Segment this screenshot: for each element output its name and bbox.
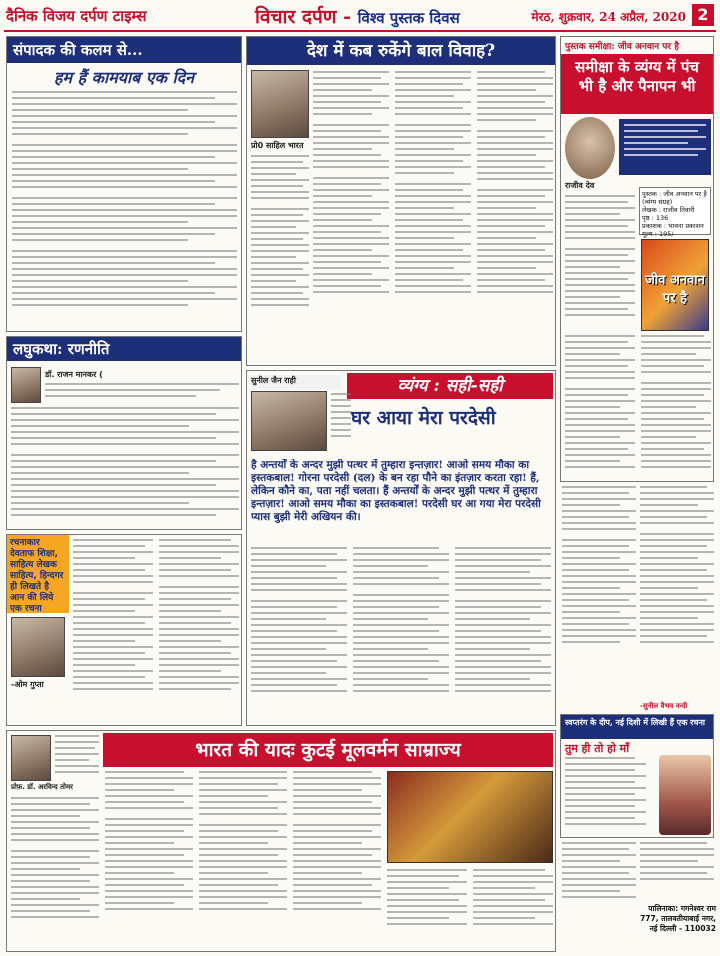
heritage-author: प्रोफ़. डॉ. अरविन्द तोमर — [11, 783, 74, 791]
review-author-tag: -सुनील वैभव नन्दी — [640, 702, 688, 710]
laghukatha-author: डॉ. राजन मानकर ( — [45, 370, 103, 379]
poem-banner: स्वप्तरंग के दीप, नई दिशी में लिखी हैं एक रचना — [561, 715, 713, 739]
review-body-top — [565, 195, 635, 325]
vyang-col1 — [251, 547, 347, 723]
heritage-col4 — [293, 771, 381, 947]
child-marriage-article — [246, 36, 556, 366]
sidebar-left-headline: रचनाकार देवताफ शिक्षा, साहित्य लेखक साहित्य, हिन्दगर ही लिखते है आन की लिये एक रचना — [7, 535, 69, 613]
review-headline: समीक्षा के व्यंग्य में पंच भी है और पैनापन भी — [561, 54, 713, 114]
poem-title: तुम ही तो हो माँ — [565, 742, 630, 755]
child-marriage-col0 — [251, 155, 309, 361]
book-info-box — [639, 187, 711, 238]
heritage-side-lines — [55, 735, 99, 791]
section-title — [255, 3, 460, 29]
section-subtitle: विश्व पुस्तक दिवस — [357, 9, 460, 27]
heritage-closing: पालिनाका: गगनेश्वर राम 777, तालवतीयाबाई नगर, नई दिल्ली - 110032 — [640, 904, 716, 933]
vyang-intro: है अन्तर्यों के अन्दर मुझी पत्थर में तुम्हारा इन्तज़ार! आओ समय मौका का इस्तकबाल! गोरना परदेसी (दल) के बन रहा पौने का इंतज़ार करता रहा! हैं, लेकिन कौने का, पता नहीं चलता। हैं अन्तर्यों के अन्दर मुझी पत्थर में तुम्हारा इन्तज़ार! आओ समय मौका का इस्तकबाल! परदेसी घर आ गया मेरा परदेसी प्यास बुझी मेरी अखियन की। — [251, 459, 541, 523]
page-number: 2 — [692, 4, 714, 26]
author-photo — [251, 70, 309, 138]
review-body-right — [641, 335, 711, 475]
book-cover-title: जीव अनवान पर है — [645, 273, 705, 306]
book-review — [560, 36, 714, 482]
heritage-image — [387, 771, 553, 863]
editor-body — [12, 91, 237, 327]
child-marriage-col3 — [477, 71, 553, 361]
vyang-col3 — [455, 547, 551, 723]
child-marriage-banner: देश में कब रुकेंगे बाल विवाह? — [247, 37, 555, 65]
review-intro-box — [619, 119, 711, 175]
child-marriage-col1 — [313, 71, 389, 361]
book-info-1: पुस्तक : जीव अनवान पर है — [642, 190, 707, 198]
reviewer-name: राजीव देव — [565, 181, 595, 190]
heritage-col6 — [473, 869, 553, 947]
right-bottom-col2 — [640, 842, 714, 902]
sidebar-left-col1 — [73, 539, 153, 723]
editor-banner: संपादक की कलम से... — [7, 37, 241, 63]
vyang-photo — [251, 391, 327, 451]
sidebar-left-col2 — [159, 539, 239, 723]
laghukatha-banner: लघुकथा: रणनीति — [7, 337, 241, 361]
heritage-col1 — [11, 797, 99, 947]
reviewer-photo — [565, 117, 615, 179]
sidebar-left-photo — [11, 617, 65, 677]
poem-box — [560, 714, 714, 838]
heritage-col2 — [105, 771, 193, 947]
laghukatha — [6, 336, 242, 530]
date-line: मेरठ, शुक्रवार, 24 अप्रैल, 2020 — [531, 10, 686, 24]
vyang-author-box — [251, 375, 341, 389]
book-info-5: प्रकाशक : भावना प्रकाशन — [642, 222, 704, 230]
heritage-article — [6, 730, 556, 952]
heritage-headline: भारत की यादः कुटई मूलवर्मन साम्राज्य — [103, 733, 553, 767]
vyang-headline: घर आया मेरा परदेसी — [351, 407, 496, 429]
heritage-author-photo — [11, 735, 51, 781]
vyang-author: सुनील जैन राही — [251, 376, 296, 385]
heritage-col3 — [199, 771, 287, 947]
review-intro-lines — [619, 119, 711, 165]
vyang-banner: व्यंग्य : सही-सही — [347, 373, 553, 399]
laghukatha-body — [11, 407, 239, 525]
book-cover — [641, 239, 709, 331]
vyang-side-lines — [331, 393, 351, 453]
section-title-text: विचार दर्पण - — [255, 6, 351, 28]
review-continued-left — [562, 486, 636, 700]
editor-column — [6, 36, 242, 332]
left-sidebar-article — [6, 534, 242, 726]
poem-lines — [565, 757, 655, 835]
sidebar-left-credit: -ओम गुप्ता — [11, 680, 44, 689]
review-label: पुस्तक समीक्षा: जीव अनवान पर है — [565, 42, 680, 52]
book-info-3: लेखक : राजीव तिवारी — [642, 206, 695, 214]
editor-headline: हम हैं कामयाब एक दिन — [53, 68, 195, 87]
heritage-col5 — [387, 869, 467, 947]
child-marriage-col2 — [395, 71, 471, 361]
book-info-2: (व्यंग्य संग्रह) — [642, 198, 673, 206]
vyang-article — [246, 370, 556, 726]
laghukatha-lead — [45, 383, 239, 403]
review-body-left — [565, 335, 635, 475]
poet-photo — [659, 755, 711, 835]
child-marriage-author: प्रो0 साहिल भारत — [251, 141, 304, 150]
book-info-6: मूल्य : 195/- — [642, 230, 676, 238]
book-info-4: पृष्ठ : 136 — [642, 214, 669, 222]
review-continued-right — [640, 486, 714, 700]
laghukatha-author-photo — [11, 367, 41, 403]
vyang-col2 — [353, 547, 449, 723]
paper-name: दैनिक विजय दर्पण टाइम्स — [6, 7, 147, 25]
